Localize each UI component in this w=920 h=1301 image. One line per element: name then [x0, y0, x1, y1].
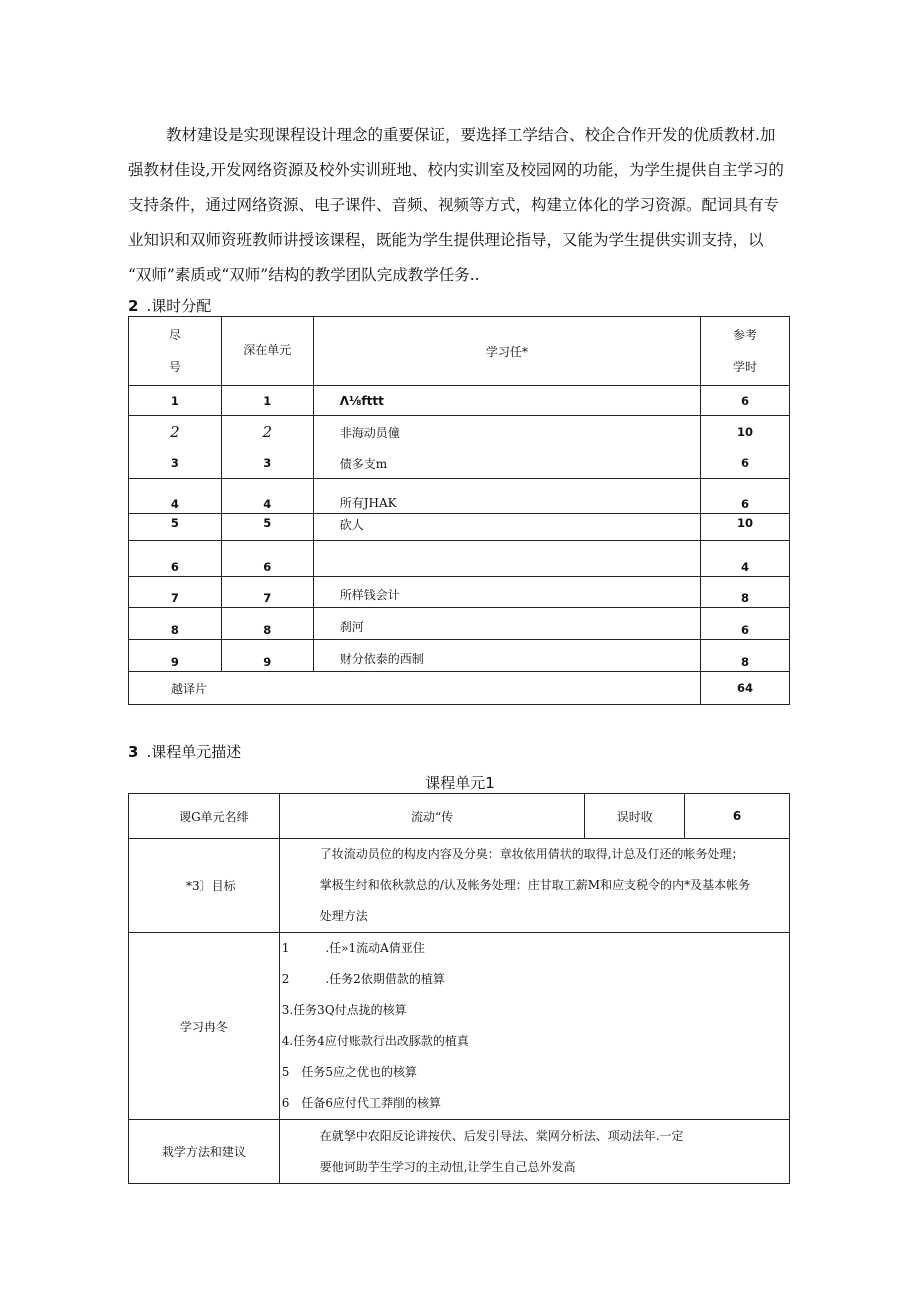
- header-seq: 尽 号: [129, 317, 222, 386]
- table-total-row: [129, 672, 790, 705]
- goal-label: *3〕目标: [129, 839, 280, 933]
- table-header-row: [129, 317, 790, 386]
- header-hours: 参考 学时: [701, 317, 790, 386]
- content-item: 3.任务3Q付点拢的核算: [281, 1003, 407, 1017]
- intro-line: 业知识和双师资班教师讲授该课程，既能为学生提供理论指导，又能为学生提供实训支持，以: [128, 231, 764, 249]
- content-list: [279, 933, 789, 1120]
- goal-content: [279, 839, 789, 933]
- intro-line: 支持条件，通过网络资源、电子课件、音频、视频等方式，构建立体化的学习资源。配词具有专: [128, 196, 780, 214]
- table-row: 5 5 砍人 10: [129, 514, 790, 541]
- content-item: 4.任务4应付账款行出改豚款的植真: [281, 1034, 469, 1048]
- unit-title: 课程单元1: [425, 774, 495, 792]
- table-row: 1 1 Λ⅛fttt 6: [129, 386, 790, 416]
- intro-line: “双师”素质或“双师”结构的教学团队完成教学任务..: [128, 266, 480, 284]
- intro-line: 强教材佳设,开发网络资源及校外实训班地、校内实训室及校园网的功能，为学生提供自主学习的: [128, 161, 784, 179]
- section-2-heading: [128, 295, 211, 316]
- intro-line: 教材建设是实现课程设计理念的重要保证，要选择工学结合、校企合作开发的优质教材.加: [166, 126, 776, 144]
- unit-name-label: 谡G单元名绯: [129, 794, 280, 839]
- unit-method-row: [129, 1120, 790, 1184]
- unit-goal-row: [129, 839, 790, 933]
- table-row: 2 2 非海动员僮 10: [129, 416, 790, 449]
- content-item: 6 任备6应付代工莽削的核算: [281, 1096, 442, 1110]
- content-item: 5 任务5应之优也的核算: [281, 1065, 418, 1079]
- total-hours: 64: [701, 672, 790, 705]
- section-title: .课程单元描述: [146, 743, 242, 761]
- table-row: 3 3 债多支m 6: [129, 449, 790, 479]
- table-row: 6 6 4: [129, 541, 790, 577]
- method-line: 要他诃助芋生学习的主动忸,让学生自己总外发高: [319, 1159, 576, 1174]
- section-3-heading: [128, 741, 241, 762]
- content-item: 2 .任务2依期借款的植算: [281, 972, 445, 986]
- table-row: 8 8 刹河 6: [129, 608, 790, 640]
- section-number: 2: [128, 297, 139, 315]
- unit-content-row: [129, 933, 790, 1120]
- goal-line: 处理方法: [319, 909, 368, 923]
- method-content: [279, 1120, 789, 1184]
- unit-description-table: [128, 793, 790, 1184]
- unit-hours-label: 误时收: [585, 794, 685, 839]
- content-label: 学习冉冬: [129, 933, 280, 1120]
- unit-name-value: 流动“传: [279, 794, 585, 839]
- method-label: 栽学方法和建议: [129, 1120, 280, 1184]
- unit-name-row: [129, 794, 790, 839]
- section-number: 3: [128, 743, 139, 761]
- table-row: 7 7 所样钱会计 8: [129, 577, 790, 608]
- header-task: 学习任*: [313, 317, 700, 386]
- content-item: 1 .任»1流动A倩亚住: [281, 941, 425, 955]
- goal-line: 掌极生纣和依秋款总的/认及帐务处理：庄甘取工薪M和应支税令的内*及基本帐务: [319, 878, 751, 892]
- hours-table: [128, 316, 790, 705]
- intro-paragraph: [128, 118, 788, 293]
- total-label: 越译片: [129, 672, 701, 705]
- method-line: 在就孥中农阳反论讲按伏、后发引导法、棠网分析法、项动法年.一定: [319, 1128, 684, 1143]
- unit-hours-value: 6: [685, 794, 790, 839]
- goal-line: 了妆流动员位的构皮内容及分臭：章妆依用倩状的取得,计总及仃还的帐务处理；: [319, 847, 744, 861]
- table-row: 4 4 所有JHAK 6: [129, 479, 790, 514]
- section-title: .课时分配: [146, 297, 212, 315]
- header-unit: 深在单元: [221, 317, 313, 386]
- table-row: 9 9 财分依泰的西制 8: [129, 640, 790, 672]
